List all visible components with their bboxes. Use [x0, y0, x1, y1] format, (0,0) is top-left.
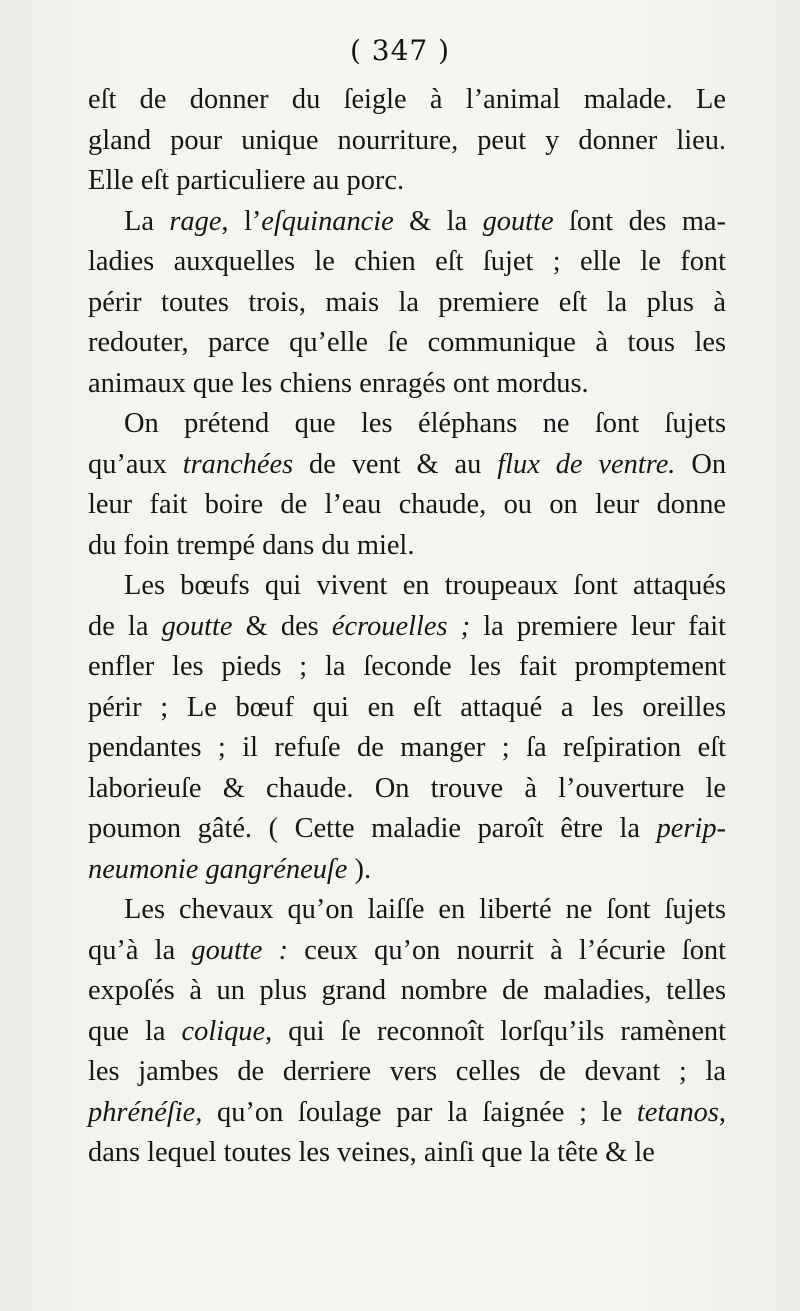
- page-body-text: [88, 80, 726, 1174]
- text-run: du foin trempé dans du miel.: [88, 529, 415, 561]
- text-line: [88, 121, 726, 162]
- text-line: [88, 728, 726, 769]
- text-run: La: [124, 205, 170, 237]
- page-number: ( 347 ): [349, 34, 451, 67]
- text-run: poumon gâté. ( Cette maladie paroît être la: [88, 813, 657, 844]
- text-run: pendantes ; il refuſe de manger ; ſa reſpiration eſt: [88, 732, 726, 763]
- text-line: [88, 445, 726, 486]
- text-line: [88, 688, 726, 729]
- text-run: qu’aux: [88, 448, 183, 480]
- italic-text: tranchées: [182, 448, 294, 480]
- italic-text: perip-: [656, 813, 726, 844]
- text-run: qu’à la: [88, 934, 192, 966]
- text-run: animaux que les chiens enragés ont mordus.: [88, 367, 589, 399]
- text-line: [88, 1012, 726, 1053]
- text-line: [88, 1133, 726, 1174]
- text-run: de la: [88, 610, 162, 642]
- text-line: [88, 890, 726, 931]
- text-run: enfler les pieds ; la ſeconde les fait promptement: [88, 651, 726, 682]
- text-run: dans lequel toutes les veines, ainſi que la tête & le: [88, 1137, 655, 1168]
- italic-text: rage: [169, 205, 222, 237]
- text-run: redouter, parce qu’elle ſe communique à tous les: [88, 327, 726, 358]
- text-line: [88, 1093, 726, 1134]
- text-run: périr toutes trois, mais la premiere eſt la plus à: [88, 286, 726, 318]
- italic-text: flux de ventre.: [497, 448, 676, 480]
- text-run: , l’: [221, 205, 262, 237]
- text-run: eſt de donner du ſeigle à l’animal malade. Le: [88, 84, 726, 115]
- text-run: Les bœufs qui vivent en troupeaux ſont attaqués: [124, 570, 726, 601]
- text-line: [88, 607, 726, 648]
- text-run: & la: [393, 205, 483, 237]
- text-run: ſont des ma-: [553, 205, 726, 237]
- text-line: [88, 526, 726, 567]
- italic-text: écrouelles ;: [331, 610, 471, 642]
- text-line: [88, 850, 726, 891]
- italic-text: phrénéſie: [88, 1096, 196, 1128]
- text-run: périr ; Le bœuf qui en eſt attaqué a les oreilles: [88, 691, 726, 723]
- italic-text: neumonie gangréneuſe: [88, 853, 348, 885]
- text-run: ladies auxquelles le chien eſt ſujet ; elle le font: [88, 246, 726, 277]
- text-line: [88, 202, 726, 243]
- text-run: laborieuſe & chaude. On trouve à l’ouverture le: [88, 772, 726, 804]
- text-line: [88, 283, 726, 324]
- text-run: Les chevaux qu’on laiſſe en liberté ne ſont ſujets: [124, 894, 726, 925]
- text-line: [88, 242, 726, 283]
- text-line: [88, 769, 726, 810]
- italic-text: eſquinancie: [261, 205, 394, 237]
- italic-text: goutte: [482, 205, 554, 237]
- text-line: [88, 404, 726, 445]
- text-run: ceux qu’on nourrit à l’écurie ſont: [288, 934, 726, 966]
- text-run: , qui ſe reconnoît lorſqu’ils ramènent: [265, 1015, 726, 1047]
- text-run: la premiere leur fait: [470, 610, 726, 642]
- text-run: de vent & au: [293, 448, 498, 480]
- text-line: [88, 566, 726, 607]
- text-line: [88, 485, 726, 526]
- text-run: expoſés à un plus grand nombre de maladies, telles: [88, 975, 726, 1006]
- italic-text: goutte :: [191, 934, 289, 966]
- text-line: [88, 323, 726, 364]
- text-run: ,: [718, 1096, 726, 1128]
- text-run: ).: [347, 853, 372, 885]
- text-run: & des: [232, 610, 332, 642]
- text-line: [88, 80, 726, 121]
- italic-text: goutte: [161, 610, 233, 642]
- italic-text: colique: [181, 1015, 266, 1047]
- italic-text: tetanos: [636, 1096, 719, 1128]
- text-run: que la: [88, 1015, 182, 1047]
- text-run: On prétend que les éléphans ne ſont ſujets: [124, 408, 726, 439]
- text-line: [88, 931, 726, 972]
- text-run: les jambes de derriere vers celles de devant ; la: [88, 1056, 726, 1087]
- text-run: , qu’on ſoulage par la ſaignée ; le: [195, 1096, 637, 1128]
- text-line: [88, 1052, 726, 1093]
- text-run: leur fait boire de l’eau chaude, ou on leur donne: [88, 489, 726, 520]
- text-line: [88, 971, 726, 1012]
- text-line: [88, 364, 726, 405]
- text-run: On: [675, 448, 727, 480]
- text-run: Elle eſt particuliere au porc.: [88, 165, 405, 196]
- text-run: gland pour unique nourriture, peut y donner lieu.: [88, 124, 726, 156]
- text-line: [88, 161, 726, 202]
- text-line: [88, 647, 726, 688]
- text-line: [88, 809, 726, 850]
